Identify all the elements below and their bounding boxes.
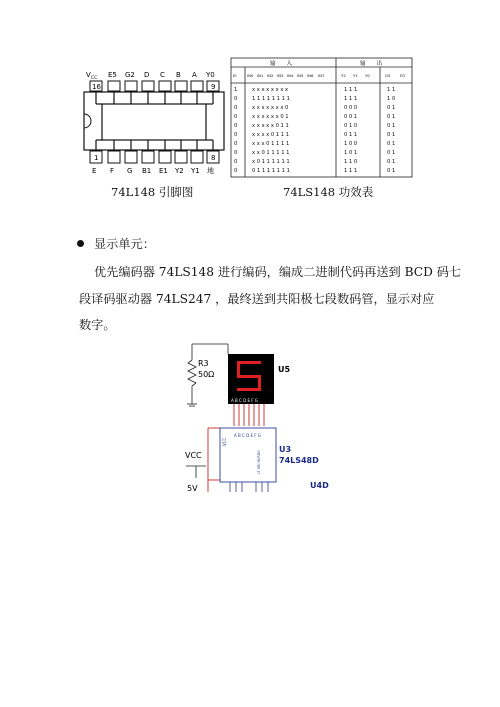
table-header-cell: GS: [385, 73, 391, 78]
table-header-cell: IN3: [277, 73, 284, 78]
next-chip-ref: U4D: [310, 481, 329, 490]
truth-table: [230, 57, 413, 179]
table-row: 0 0 1 1 1 1 1 1 1 1 1 1 0 1: [234, 168, 396, 174]
pinout-bottom-label: Y1: [191, 167, 200, 175]
table-header-cell: IN6: [307, 73, 314, 78]
pinout-top-label: B: [176, 71, 181, 79]
chip-vcc-label: VCC: [222, 437, 227, 446]
vcc-label: VCC: [185, 451, 202, 460]
table-caption: 74LS148 功效表: [283, 185, 374, 199]
section-paragraph-line: 段译码驱动器 74LS247 ，最终送到共阳极七段数码管，显示对应: [79, 292, 435, 306]
table-header-cell: IN1: [257, 73, 264, 78]
table-row: 0 x x x x x x 0 1 0 0 1 0 1: [234, 114, 396, 120]
table-header-cell: IN0: [247, 73, 254, 78]
resistor-symbol: [188, 360, 196, 386]
pinout-top-label: G2: [125, 71, 135, 79]
table-header-cell: IN7: [318, 73, 325, 78]
table-row: 0 x x x x x 0 1 1 0 1 0 0 1: [234, 123, 396, 129]
section-paragraph-line: 优先编码器 74LS148 进行编码，编成二进制代码再送到 BCD 码七: [94, 265, 462, 279]
chip-name: 74LS48D: [279, 456, 319, 465]
table-header-cell: Y1: [353, 73, 358, 78]
pinout-bottom-label: E1: [159, 167, 168, 175]
table-header-cell: EI: [233, 73, 237, 78]
table-header-cell: IN4: [287, 73, 294, 78]
table-header-cell: EO: [400, 73, 406, 78]
pin-number-1: 1: [94, 154, 99, 162]
section-heading: 显示单元：: [94, 237, 155, 251]
pinout-top-label: Y0: [206, 71, 215, 79]
display-pins: A B C D E F G: [231, 398, 258, 403]
voltage-label: 5V: [187, 484, 198, 493]
table-row: 0 x 0 1 1 1 1 1 1 1 1 0 0 1: [234, 159, 396, 165]
chip-pins: A B C D E F G: [234, 433, 261, 438]
pinout-vcc-sub: CC: [91, 76, 98, 81]
pinout-caption: 74L148 引脚图: [111, 185, 194, 199]
bullet-icon: [77, 240, 84, 247]
pinout-top-label: A: [192, 71, 197, 79]
table-header-cell: Y0: [365, 73, 370, 78]
pinout-top-label: C: [160, 71, 165, 79]
pinout-bottom-label: B1: [142, 167, 152, 175]
table-header-cell: IN5: [297, 73, 304, 78]
resistor-value: 50Ω: [198, 370, 215, 379]
table-group-output: 输 出: [360, 61, 383, 67]
table-header-cell: Y2: [341, 73, 346, 78]
pinout-diagram: [80, 66, 230, 184]
pin-number-8: 8: [211, 154, 216, 162]
table-row: 0 x x 0 1 1 1 1 1 1 0 1 0 1: [234, 150, 396, 156]
pin-number-16: 16: [92, 83, 101, 91]
pinout-bottom-label: F: [110, 167, 115, 175]
chip-bottom-pins: LT RBI BI/RBO: [257, 450, 261, 474]
table-group-input: 输 入: [270, 61, 293, 67]
table-row: 0 x x x x 0 1 1 1 0 1 1 0 1: [234, 132, 396, 138]
pinout-top-label: D: [144, 71, 150, 79]
table-row: 0 x x x 0 1 1 1 1 1 0 0 0 1: [234, 141, 396, 147]
table-header-cell: IN2: [267, 73, 274, 78]
pinout-top-label: E5: [108, 71, 117, 79]
pinout-bottom-label: E: [92, 167, 97, 175]
pinout-bottom-label: 地: [207, 167, 214, 175]
pinout-bottom-label: Y2: [175, 167, 184, 175]
table-row: 1 x x x x x x x x 1 1 1 1 1: [234, 87, 396, 93]
chip-ref: U3: [279, 445, 292, 454]
resistor-name: R3: [198, 359, 209, 368]
pinout-top-label: V: [86, 71, 91, 79]
circuit-schematic: [176, 342, 336, 494]
pin-number-9: 9: [211, 83, 216, 91]
display-ref: U5: [278, 365, 291, 374]
table-row: 0 1 1 1 1 1 1 1 1 1 1 1 1 0: [234, 96, 396, 102]
pinout-bottom-label: G: [127, 167, 133, 175]
section-paragraph-line: 数字。: [79, 318, 116, 332]
table-row: 0 x x x x x x x 0 0 0 0 0 1: [234, 105, 396, 111]
